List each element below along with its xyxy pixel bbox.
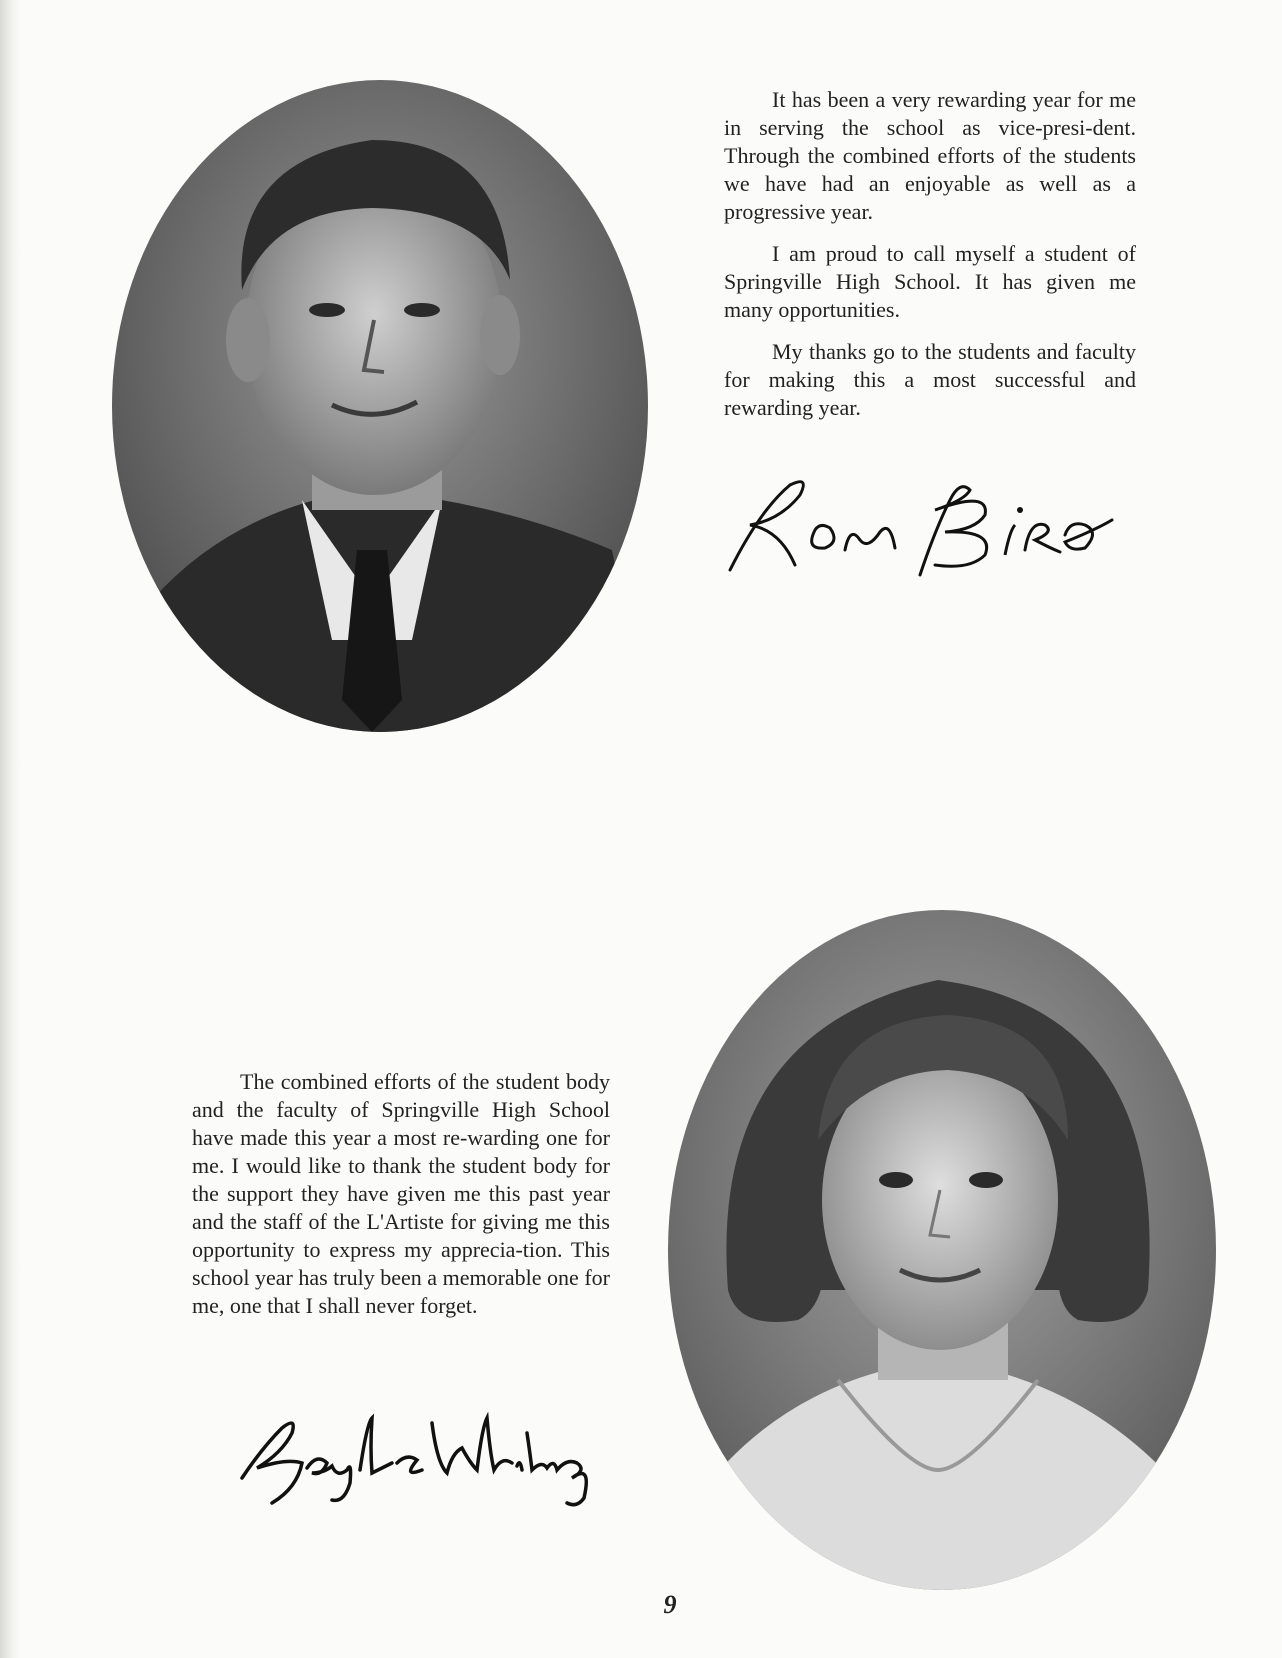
letter-student-officer	[192, 1068, 610, 1334]
portrait-photo-girl	[668, 910, 1216, 1590]
letter-paragraph: The combined efforts of the student body and the faculty of Springville High School have made this year a most re-warding one for me. I would like to thank the student body for the support they have given me this past year and the staff of the L'Artiste for giving me this opportunity to express my apprecia-tion. This school year has truly been a memorable one for me, one that I shall never forget.	[192, 1069, 610, 1318]
page-number: 9	[663, 1590, 677, 1619]
letter-paragraph: I am proud to call myself a student of Springville High School. It has given me many opportunities.	[724, 241, 1136, 322]
letter-vice-president	[724, 86, 1136, 436]
letter-paragraph: My thanks go to the students and faculty for making this a most successful and rewarding year.	[724, 339, 1136, 420]
letter-paragraph: It has been a very rewarding year for me in serving the school as vice-presi-dent. Through the combined efforts of the students we have had an enjoyable as well as a progressive year.	[724, 87, 1136, 224]
page-binding-edge	[0, 0, 22, 1658]
portrait-photo-boy	[112, 80, 648, 732]
signature-gayle-whiting	[232, 1408, 602, 1508]
signature-ron-bird	[720, 470, 1120, 580]
